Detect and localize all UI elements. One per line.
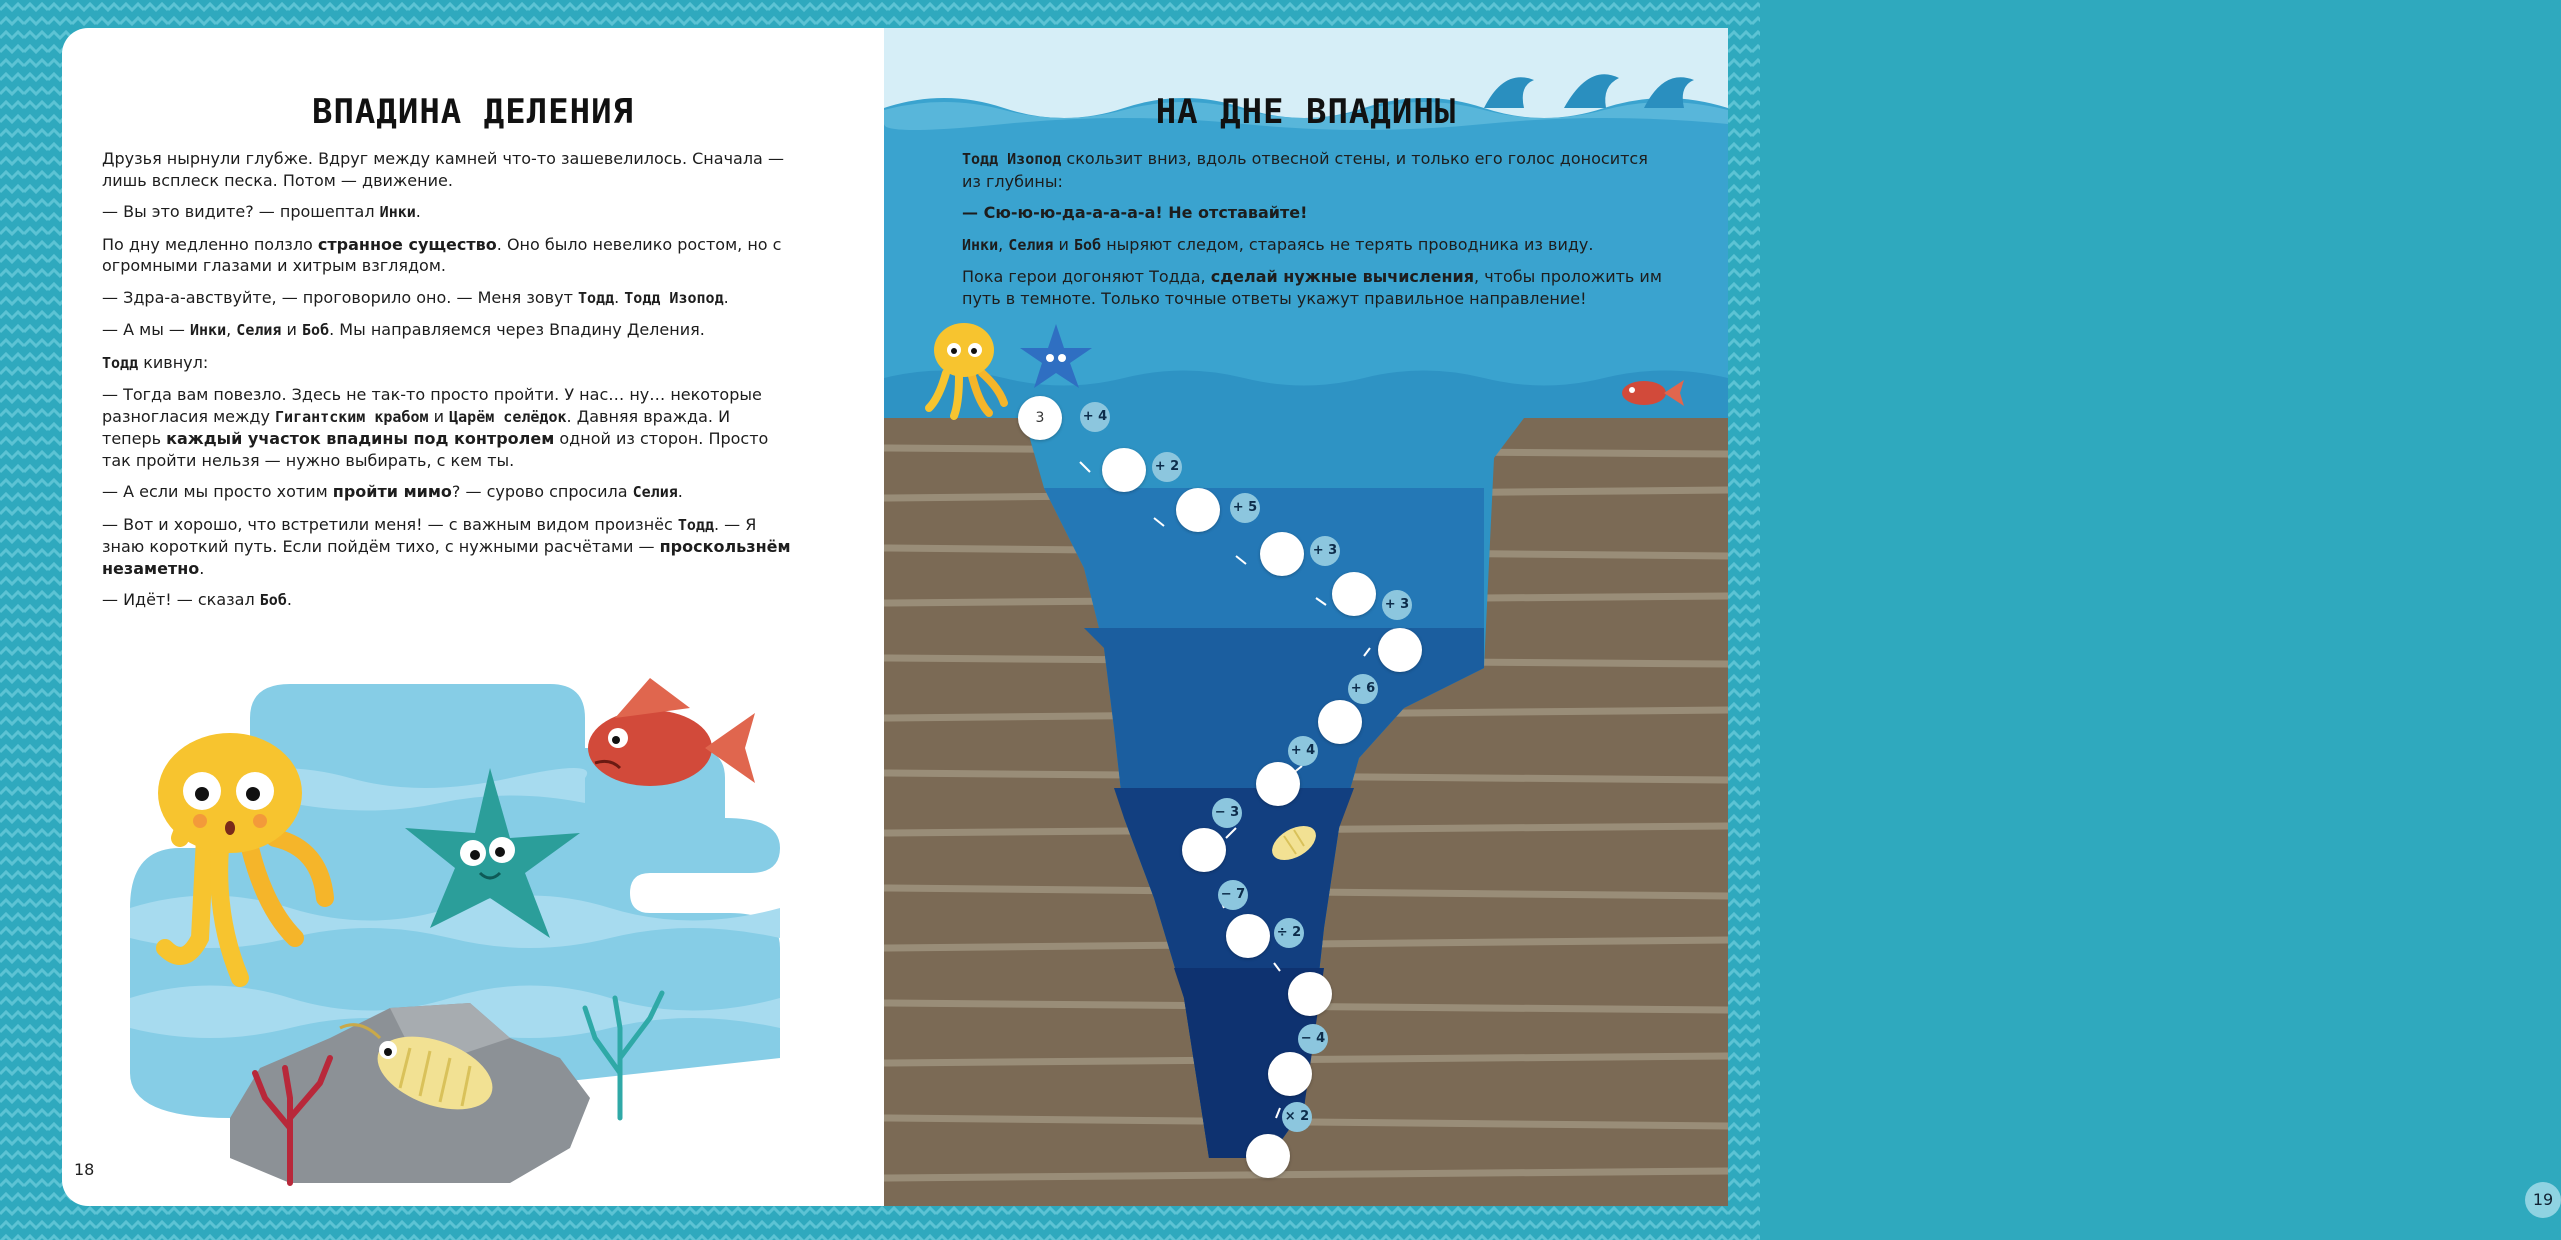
story-paragraph: Тодд кивнул: xyxy=(102,352,209,372)
operation-badge: + 4 xyxy=(1080,402,1110,432)
red-fish-icon xyxy=(588,678,755,786)
story-paragraph: — Вот и хорошо, что встретили меня! — с важным видом произнёс Тодд. — Я знаю короткий путь. Если пойдём тихо, с нужными расчётами — проскользнём незаметно. xyxy=(102,514,791,578)
story-paragraph: Инки, Селия и Боб ныряют следом, стараясь не терять проводника из виду. xyxy=(962,234,1594,254)
answer-circle[interactable] xyxy=(1246,1134,1290,1178)
story-paragraph: Тодд Изопод скользит вниз, вдоль отвесной стены, и только его голос доносится из глубины: xyxy=(962,149,1648,191)
answer-circle[interactable] xyxy=(1318,700,1362,744)
answer-circle[interactable] xyxy=(1288,972,1332,1016)
operation-badge: − 7 xyxy=(1218,880,1248,910)
answer-circle[interactable] xyxy=(1182,828,1226,872)
operation-badge: + 6 xyxy=(1348,674,1378,704)
answer-circle[interactable] xyxy=(1102,448,1146,492)
story-paragraph: — Здра-а-авствуйте, — проговорило оно. — Меня зовут Тодд. Тодд Изопод. xyxy=(102,287,729,307)
page-number-left: 18 xyxy=(74,1160,95,1179)
story-paragraph: — А мы — Инки, Селия и Боб. Мы направляемся через Впадину Деления. xyxy=(102,320,705,339)
operation-badge: × 2 xyxy=(1282,1102,1312,1132)
story-paragraph: — А если мы просто хотим пройти мимо? — сурово спросила Селия. xyxy=(102,482,683,501)
operation-badge: + 3 xyxy=(1382,590,1412,620)
operation-badge: ÷ 2 xyxy=(1274,918,1304,948)
start-circle xyxy=(1018,396,1062,440)
right-story-text xyxy=(962,148,1662,319)
operation-badge: − 4 xyxy=(1298,1024,1328,1054)
story-paragraph: Друзья нырнули глубже. Вдруг между камней что-то зашевелилось. Сначала — лишь всплеск песка. Потом — движение. xyxy=(102,149,784,190)
story-paragraph: — Вы это видите? — прошептал Инки. xyxy=(102,202,421,221)
answer-circle[interactable] xyxy=(1256,762,1300,806)
left-page-title: ВПАДИНА ДЕЛЕНИЯ xyxy=(311,92,635,132)
answer-circle[interactable] xyxy=(1260,532,1304,576)
right-page xyxy=(884,28,2554,1209)
answer-circle[interactable] xyxy=(1226,914,1270,958)
left-story-text xyxy=(102,148,794,622)
operation-badge: + 5 xyxy=(1230,493,1260,523)
story-paragraph: — Тогда вам повезло. Здесь не так-то просто пройти. У нас… ну… некоторые разногласия между Гигантским крабом и Царём селёдок. Давняя вражда. И теперь каждый участок впадины под контролем одной из сторон. Просто так пройти нельзя — нужно выбирать, с кем ты. xyxy=(102,385,769,470)
answer-circle[interactable] xyxy=(1332,572,1376,616)
right-page-title: НА ДНЕ ВПАДИНЫ xyxy=(1155,92,1457,132)
story-paragraph: Пока герои догоняют Тодда, сделай нужные вычисления, чтобы проложить им путь в темноте. Только точные ответы укажут правильное направление! xyxy=(962,267,1662,308)
story-paragraph: По дну медленно ползло странное существо. Оно было невелико ростом, но с огромными глазами и хитрым взглядом. xyxy=(102,234,782,275)
underwater-illustration xyxy=(90,678,810,1198)
start-number: 3 xyxy=(1035,410,1045,426)
operation-badge: + 4 xyxy=(1288,736,1318,766)
page-number-right: 19 xyxy=(2525,1182,2561,1218)
answer-circle[interactable] xyxy=(1378,628,1422,672)
story-paragraph: — Сю-ю-ю-да-а-а-а-а! Не отставайте! xyxy=(962,203,1308,222)
operation-badge: − 3 xyxy=(1212,798,1242,828)
answer-circle[interactable] xyxy=(1268,1052,1312,1096)
operation-badge: + 2 xyxy=(1152,452,1182,482)
story-paragraph: — Идёт! — сказал Боб. xyxy=(102,590,292,609)
answer-circle[interactable] xyxy=(1176,488,1220,532)
operation-badge: + 3 xyxy=(1310,536,1340,566)
left-page xyxy=(62,28,884,1206)
